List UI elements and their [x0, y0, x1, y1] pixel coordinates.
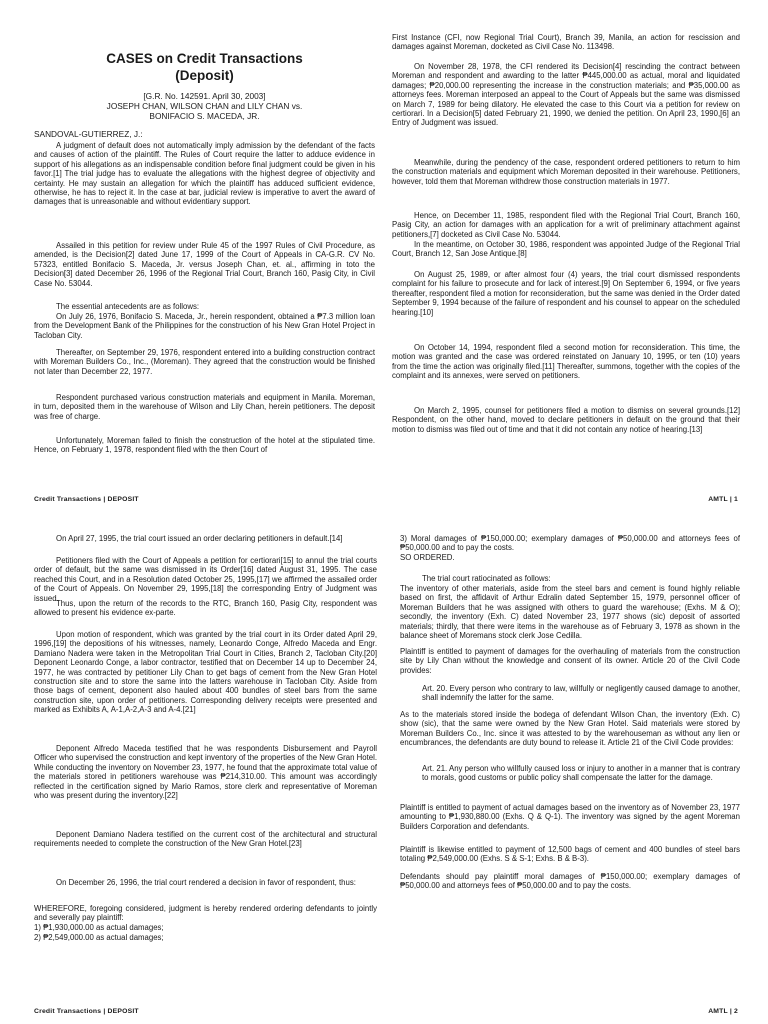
quoted-article: Art. 20. Every person who contrary to law, willfully or negligently caused damage to another, shall indemnify the latter for the same.: [422, 684, 740, 703]
paragraph: As to the materials stored inside the bodega of defendant Wilson Chan, the inventory (Exh. C) show (sic), that the same were owned by the New Gran Hotel. Said materials were stored by Moreman Builders Co., Inc. since it was attested to by the warehouseman as without any lien or encumbrances, the defendants are duty bound to release it. Article 21 of the Civil Code provides:: [400, 710, 740, 748]
page2-left-column: [34, 512, 377, 1024]
page1-left-column: [34, 0, 375, 512]
page-number: AMTL | 1: [708, 496, 738, 503]
paragraph: On April 27, 1995, the trial court issued an order declaring petitioners in default.[14]: [56, 534, 343, 543]
paragraph: SO ORDERED.: [400, 553, 455, 562]
paragraph: The inventory of other materials, aside from the steel bars and cement is found highly reliable based on first, the affidavit of Arthur Edralin dated September 15, 1979, personnel officer of Moreman Builders that he was assigned with others to guard the warehouse; (Exhs. M & O); secondly, the inventory (Exh. C) dated November 23, 1977 shows (sic) deposit of assorted materials; thirdly, that there were items in the warehouse as of February 3, 1978 as shown in the balance sheet of Moremans stock clerk Jose Cedilla.: [400, 584, 740, 641]
paragraph: WHEREFORE, foregoing considered, judgment is hereby rendered ordering defendants to jointly and severally pay plaintiff:: [34, 904, 377, 923]
page-footer-label: Credit Transactions | DEPOSIT: [34, 496, 139, 503]
paragraph: Plaintiff is likewise entitled to payment of 12,500 bags of cement and 400 bundles of steel bars totaling ₱2,549,000.00 (Exhs. S & S-1; Exhs. B & B-3).: [400, 845, 740, 864]
paragraph: The trial court ratiocinated as follows:: [422, 574, 551, 583]
paragraph: Plaintiff is entitled to payment of damages for the overhauling of materials from the construction site by Lily Chan without the knowledge and consent of its owner. Article 20 of the Civil Code provides:: [400, 647, 740, 675]
paragraph: In the meantime, on October 30, 1986, respondent was appointed Judge of the Regional Trial Court, Branch 12, San Jose Antique.[8]: [392, 240, 740, 259]
case-citation: [34, 91, 375, 121]
paragraph: Meanwhile, during the pendency of the case, respondent ordered petitioners to return to him the construction materials and equipment which Moreman deposited in their warehouse. Petitioners, however, told them that Moreman withdrew those construction materials in 1977.: [392, 158, 740, 186]
paragraph: On October 14, 1994, respondent filed a second motion for reconsideration. This time, the motion was granted and the case was ordered reinstated on January 10, 1995, or ten (10) years from the time the action was originally filed.[11] Thereafter, summons, together with the copies of the complaint and its annexes, were served on petitioners.: [392, 343, 740, 381]
paragraph: The essential antecedents are as follows:: [56, 302, 200, 311]
paragraph: Hence, on December 11, 1985, respondent filed with the Regional Trial Court, Branch 160, Pasig City, an action for damages with an application for a writ of preliminary attachment against petitioners,[7] docketed as Civil Case No. 53044.: [392, 211, 740, 239]
quoted-article: Art. 21. Any person who willfully caused loss or injury to another in a manner that is contrary to morals, good customs or public policy shall compensate the latter for the damage.: [422, 764, 740, 783]
paragraph: Deponent Damiano Nadera testified on the current cost of the architectural and structural requirements needed to complete the construction of the New Gran Hotel.[23]: [34, 830, 377, 849]
title-line-1: CASES on Credit Transactions: [106, 51, 303, 66]
paragraph: On March 2, 1995, counsel for petitioners filed a motion to dismiss on several grounds.[12] Respondent, on the other hand, moved to declare petitioners in default on the ground that their motion to dismiss was filed out of time and that it did not contain any notice of hearing.[13]: [392, 406, 740, 434]
paragraph: First Instance (CFI, now Regional Trial Court), Branch 39, Manila, an action for rescission and damages against Moreman, docketed as Civil Case No. 113498.: [392, 33, 740, 52]
document-title: [34, 50, 375, 84]
ponente: SANDOVAL-GUTIERREZ, J.:: [34, 129, 143, 139]
paragraph: Deponent Alfredo Maceda testified that he was respondents Disbursement and Payroll Officer who supervised the construction and kept inventory of the properties of the New Gran Hotel. While conducting the inventory on November 23, 1977, he found that the approximate total value of the materials stored in petitioners warehouse was ₱214,310.00. This amount was accordingly reflected in the certification signed by Mario Ramos, store clerk and representative of Moreman who was present during the inventory.[22]: [34, 744, 377, 801]
paragraph: Defendants should pay plaintiff moral damages of ₱150,000.00; exemplary damages of ₱50,000.00 and attorneys fees of ₱50,000.00 and to pay the costs.: [400, 872, 740, 891]
paragraph: Plaintiff is entitled to payment of actual damages based on the inventory as of November 23, 1977 amounting to ₱1,930,880.00 (Exhs. Q & Q-1). The inventory was signed by the agent Moreman Builders Corporation and defendants.: [400, 803, 740, 831]
paragraph: A judgment of default does not automatically imply admission by the defendant of the facts and causes of action of the plaintiff. The Rules of Court require the latter to adduce evidence in support of his allegations as an indispensable condition before final judgment could be given in his favor.[1] The trial judge has to evaluate the allegations with the highest degree of objectivity and certainty. He may sustain an allegation for which the plaintiff has adduced sufficient evidence, otherwise, he has to reject it. In the case at bar, judicial review is imperative to avert the award of damages that is unreasonable and without evidentiary support.: [34, 141, 375, 207]
list-item: 2) ₱2,549,000.00 as actual damages;: [34, 933, 164, 942]
paragraph: On July 26, 1976, Bonifacio S. Maceda, Jr., herein respondent, obtained a ₱7.3 million loan from the Development Bank of the Philippines for the construction of his New Gran Hotel Project in Tacloban City.: [34, 312, 375, 340]
paragraph: Assailed in this petition for review under Rule 45 of the 1997 Rules of Civil Procedure, as amended, is the Decision[2] dated June 17, 1999 of the Court of Appeals in CA-G.R. CV No. 57323, entitled Bonifacio S. Maceda, Jr. versus Joseph Chan, et. al., affirming in toto the Decision[3] dated December 26, 1996 of the Regional Trial Court, Branch 160, Pasig City, in Civil Case No. 53044.: [34, 241, 375, 288]
citation-line-3: BONIFACIO S. MACEDA, JR.: [149, 111, 260, 121]
list-item: 1) ₱1,930,000.00 as actual damages;: [34, 923, 164, 932]
page1-right-column: [392, 0, 740, 512]
paragraph: On November 28, 1978, the CFI rendered its Decision[4] rescinding the contract between Moreman and respondent and awarding to the latter ₱445,000.00 as actual, moral and liquidated damages; ₱20,000.00 representing the increase in the construction materials; and ₱35,000.00 as attorneys fees. Moreman interposed an appeal to the Court of Appeals but the same was dismissed on March 7, 1989 for being dilatory. He elevated the case to this Court via a petition for review on certiorari. In a Decision[5] dated February 21, 1990, we denied the petition. On April 23, 1990,[6] an Entry of Judgment was issued.: [392, 62, 740, 128]
page-number: AMTL | 2: [708, 1008, 738, 1015]
paragraph: Petitioners filed with the Court of Appeals a petition for certiorari[15] to annul the trial courts order of default, but the same was dismissed in its Order[16] dated August 31, 1995. The case reached this Court, and in a Resolution dated October 25, 1995,[17] we affirmed the assailed order of the Court of Appeals. On November 29, 1995,[18] the corresponding Entry of Judgment was issued.: [34, 556, 377, 603]
citation-line-1: [G.R. No. 142591. April 30, 2003]: [143, 91, 266, 101]
paragraph: Unfortunately, Moreman failed to finish the construction of the hotel at the stipulated time. Hence, on February 1, 1978, respondent filed with the then Court of: [34, 436, 375, 455]
citation-line-2: JOSEPH CHAN, WILSON CHAN and LILY CHAN vs.: [106, 101, 303, 111]
title-line-2: (Deposit): [175, 68, 234, 83]
paragraph: Thus, upon the return of the records to the RTC, Branch 160, Pasig City, respondent was allowed to present his evidence ex-parte.: [34, 599, 377, 618]
paragraph: On August 25, 1989, or after almost four (4) years, the trial court dismissed respondents complaint for his failure to prosecute and for lack of interest.[9] On September 6, 1994, or five years thereafter, respondent filed a motion for reconsideration, but the same was denied in the Order dated September 9, 1994 because of the failure of respondent and his counsel to appear on the scheduled hearing.[10]: [392, 270, 740, 317]
paragraph: Upon motion of respondent, which was granted by the trial court in its Order dated April 29, 1996,[19] the depositions of his witnesses, namely, Leonardo Conge, Alfredo Maceda and Engr. Damiano Nadera were taken in the Metropolitan Trial Court in Cities, Branch 2, Tacloban City.[20] Deponent Leonardo Conge, a labor contractor, testified that on December 14 up to December 24, 1977, he was contracted by petitioner Lily Chan to get bags of cement from the New Gran Hotel construction site and to store the same into the latters warehouse in Tacloban City. Aside from those bags of cement, deponent also hauled about 400 bundles of steel bars from the same construction site, upon order of petitioners. Corresponding delivery receipts were presented and marked as Exhibits A, A-1,A-2,A-3 and A-4.[21]: [34, 630, 377, 715]
paragraph: On December 26, 1996, the trial court rendered a decision in favor of respondent, thus:: [56, 878, 356, 887]
list-item: 3) Moral damages of ₱150,000.00; exemplary damages of ₱50,000.00 and attorneys fees of ₱50,000.00 and to pay the costs.: [400, 534, 740, 553]
page-footer-label: Credit Transactions | DEPOSIT: [34, 1008, 139, 1015]
paragraph: Respondent purchased various construction materials and equipment in Manila. Moreman, in turn, deposited them in the warehouse of Wilson and Lily Chan, herein petitioners. The deposit was free of charge.: [34, 393, 375, 421]
page2-right-column: [400, 512, 740, 1024]
paragraph: Thereafter, on September 29, 1976, respondent entered into a building construction contract with Moreman Builders Co., Inc., (Moreman). They agreed that the construction would be finished not later than December 22, 1977.: [34, 348, 375, 376]
document-page-2: [0, 512, 768, 1024]
